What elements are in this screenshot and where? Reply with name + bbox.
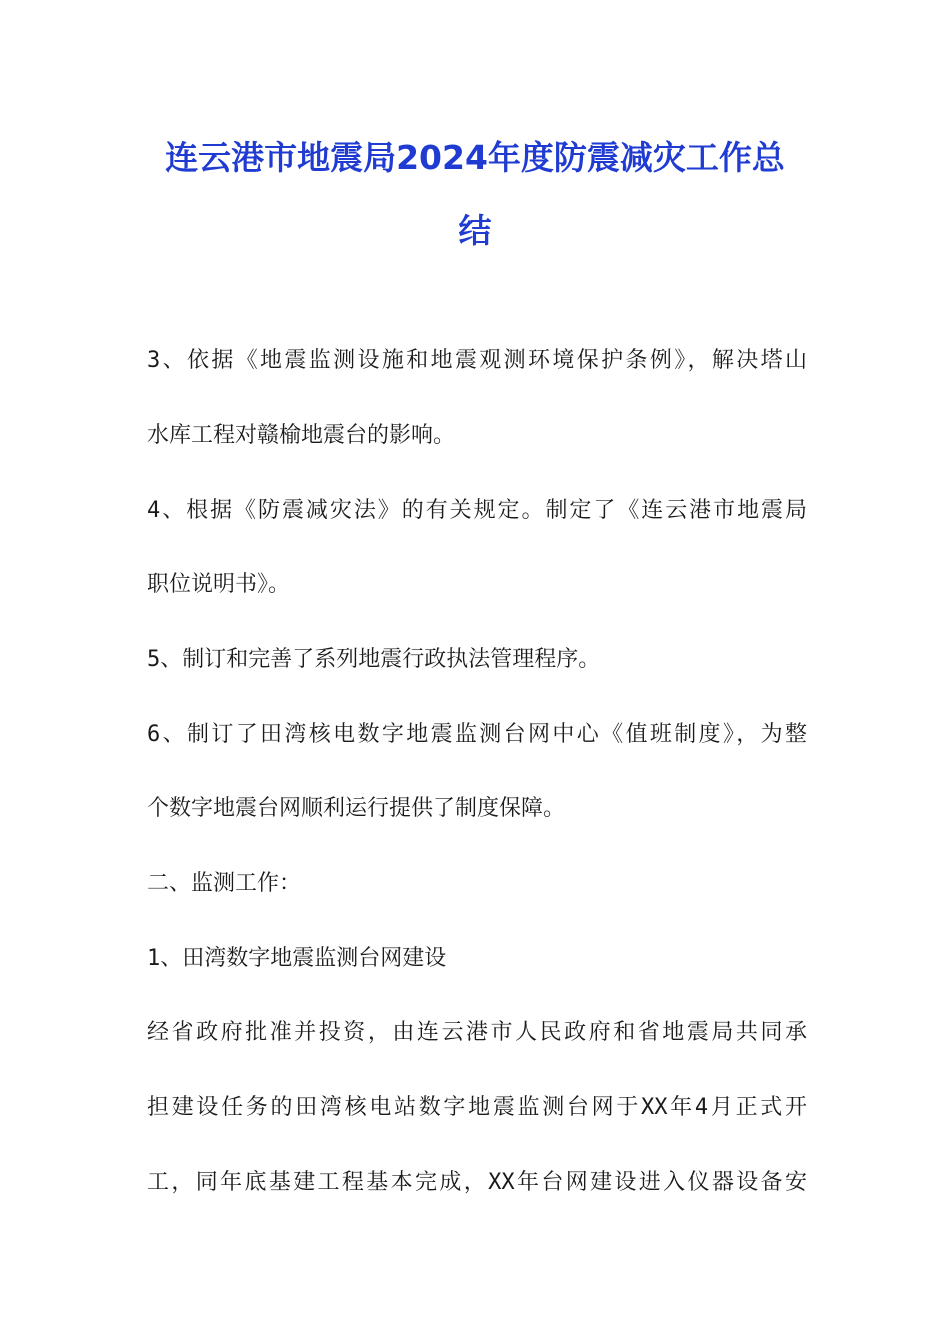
paragraph-line: 经省政府批准并投资，由连云港市人民政府和省地震局共同承 — [147, 1020, 807, 1045]
paragraph-line: 3、依据《地震监测设施和地震观测环境保护条例》，解决塔山 — [147, 348, 807, 373]
section-heading: 二、监测工作： — [147, 871, 302, 896]
paragraph-line: 5、制订和完善了系列地震行政执法管理程序。 — [147, 647, 601, 672]
paragraph-line: 职位说明书》。 — [147, 572, 291, 597]
subsection-heading: 1、田湾数字地震监测台网建设 — [147, 946, 447, 971]
paragraph-line: 个数字地震台网顺利运行提供了制度保障。 — [147, 796, 566, 821]
paragraph-line: 4、根据《防震减灾法》的有关规定。制定了《连云港市地震局 — [147, 498, 807, 523]
paragraph-line: 水库工程对赣榆地震台的影响。 — [147, 423, 456, 448]
paragraph-line: 担建设任务的田湾核电站数字地震监测台网于XX年4月正式开 — [147, 1095, 807, 1120]
document-title-line-2: 结 — [458, 211, 492, 250]
paragraph-line: 工，同年底基建工程基本完成，XX年台网建设进入仪器设备安 — [147, 1170, 807, 1195]
document-title-line-1: 连云港市地震局2024年度防震减灾工作总 — [165, 138, 785, 177]
paragraph-line: 6、制订了田湾核电数字地震监测台网中心《值班制度》，为整 — [147, 722, 807, 747]
